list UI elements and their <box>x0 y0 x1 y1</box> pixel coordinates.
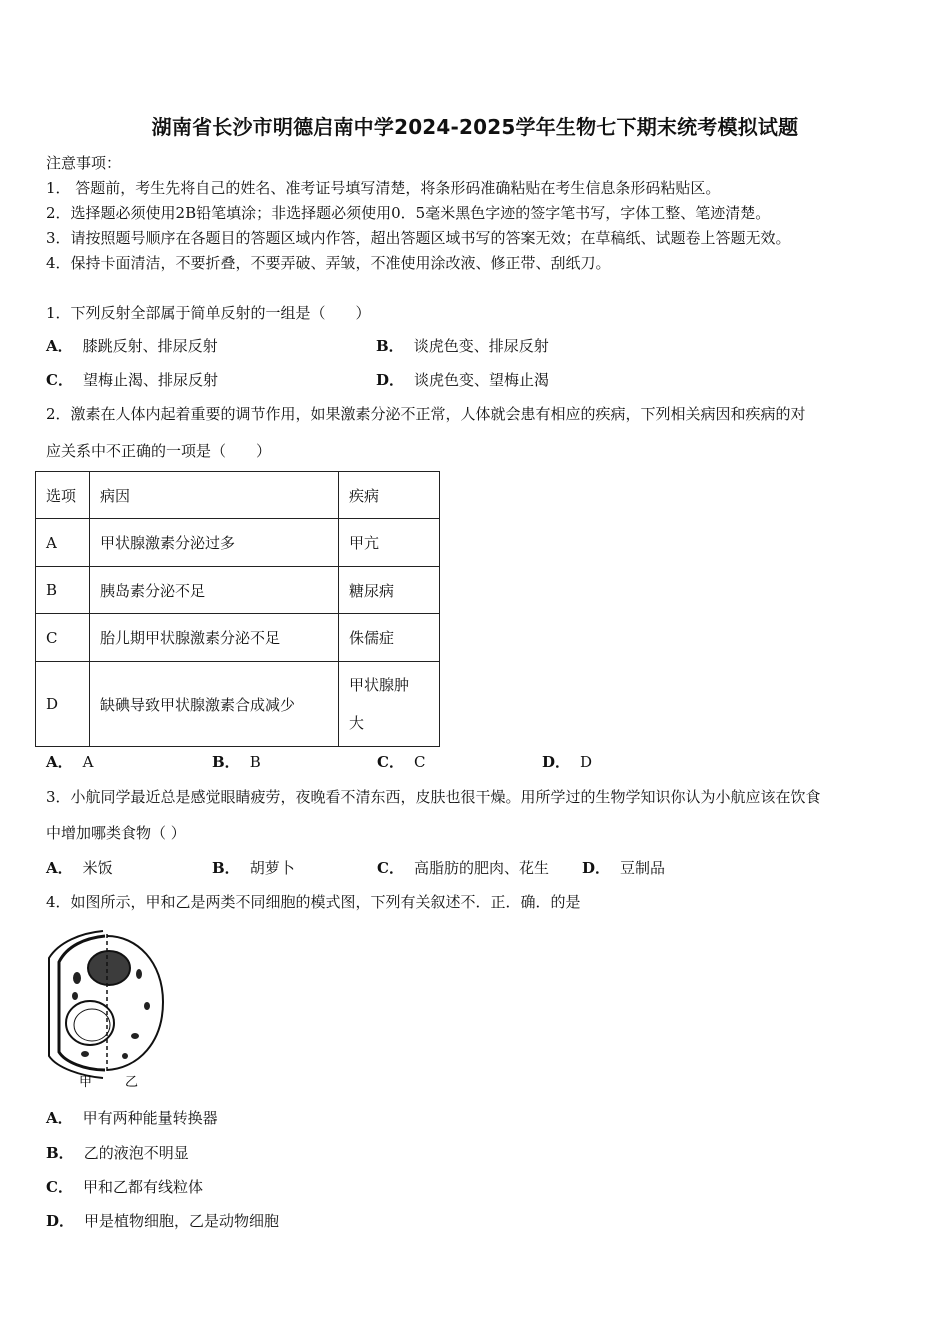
option-text: A <box>82 753 94 771</box>
table-cell: 胎儿期甲状腺激素分泌不足 <box>90 614 339 662</box>
option-label: B． <box>212 859 240 877</box>
option-label: A． <box>46 753 73 771</box>
table-cell-line: 大 <box>349 714 365 732</box>
figure-label-yi: 乙 <box>125 1075 139 1090</box>
q4-stem: 4．如图所示，甲和乙是两类不同细胞的模式图，下列有关叙述不．正．确．的是 <box>46 893 581 911</box>
table-header-cell: 选项 <box>36 472 90 519</box>
option-text: B <box>249 753 261 771</box>
q1-option-d[interactable] <box>376 369 549 390</box>
table-cell: 糖尿病 <box>339 567 440 614</box>
notice-item: 3．请按照题号顺序在各题目的答题区域内作答，超出答题区域书写的答案无效；在草稿纸、试题卷上答题无效。 <box>46 229 791 247</box>
table-cell: 甲状腺激素分泌过多 <box>90 519 339 567</box>
q1-stem: 1．下列反射全部属于简单反射的一组是（ ） <box>46 304 371 322</box>
option-text: C <box>413 753 426 771</box>
table-cell: D <box>36 662 90 747</box>
q3-stem-cont: 中增加哪类食物（ ） <box>46 824 186 842</box>
notice-item: 4．保持卡面清洁，不要折叠，不要弄破、弄皱，不准使用涂改液、修正带、刮纸刀。 <box>46 254 611 272</box>
table-cell: 缺碘导致甲状腺激素合成减少 <box>90 662 339 747</box>
q2-option-a[interactable] <box>46 751 93 772</box>
table-cell: B <box>36 567 90 614</box>
chloroplast <box>72 992 78 1000</box>
q3-option-c[interactable] <box>377 857 549 878</box>
page-title: 湖南省长沙市明德启南中学2024-2025学年生物七下期末统考模拟试题 <box>151 115 799 139</box>
table-row <box>36 662 440 747</box>
option-label: B． <box>212 753 240 771</box>
option-text: 甲是植物细胞，乙是动物细胞 <box>84 1212 280 1230</box>
option-label: B． <box>46 1144 74 1162</box>
notice-item: 1． 答题前，考生先将自己的姓名、准考证号填写清楚，将条形码准确粘贴在考生信息条形码粘贴区。 <box>46 179 721 197</box>
option-label: D． <box>582 859 611 877</box>
table-cell: 侏儒症 <box>339 614 440 662</box>
q2-option-d[interactable] <box>542 751 592 772</box>
option-label: C． <box>377 859 404 877</box>
table-cell: 甲亢 <box>339 519 440 567</box>
option-text: 望梅止渴、排尿反射 <box>82 371 218 389</box>
q2-table <box>35 471 440 747</box>
option-label: D． <box>376 371 405 389</box>
option-label: C． <box>377 753 404 771</box>
q3-option-a[interactable] <box>46 857 113 878</box>
cell-diagram <box>45 928 169 1090</box>
option-label: D． <box>542 753 571 771</box>
option-text: D <box>580 753 593 771</box>
table-cell <box>339 662 440 747</box>
figure-label-jia: 甲 <box>79 1075 93 1090</box>
q4-option-a[interactable] <box>46 1107 218 1128</box>
mitochondrion <box>144 1002 150 1010</box>
table-cell: 胰岛素分泌不足 <box>90 567 339 614</box>
chloroplast <box>73 972 81 984</box>
option-label: C． <box>46 371 73 389</box>
table-header-cell: 疾病 <box>339 472 440 519</box>
q1-option-b[interactable] <box>376 335 549 356</box>
q1-option-c[interactable] <box>46 369 218 390</box>
option-label: A． <box>46 337 73 355</box>
option-text: 胡萝卜 <box>249 859 295 877</box>
option-text: 膝跳反射、排尿反射 <box>82 337 218 355</box>
table-header-row <box>36 472 440 519</box>
option-text: 米饭 <box>82 859 113 877</box>
q2-stem-cont: 应关系中不正确的一项是（ ） <box>46 442 272 460</box>
option-text: 乙的液泡不明显 <box>83 1144 189 1162</box>
q2-option-b[interactable] <box>212 751 261 772</box>
option-text: 谈虎色变、望梅止渴 <box>414 371 550 389</box>
table-header-cell: 病因 <box>90 472 339 519</box>
q3-stem: 3．小航同学最近总是感觉眼睛疲劳，夜晚看不清东西，皮肤也很干燥。用所学过的生物学知识你认为小航应该在饮食 <box>46 788 821 806</box>
table-row <box>36 614 440 662</box>
q4-option-d[interactable] <box>46 1210 279 1231</box>
table-row <box>36 567 440 614</box>
q4-option-c[interactable] <box>46 1176 203 1197</box>
chloroplast <box>81 1051 89 1057</box>
table-cell: C <box>36 614 90 662</box>
option-label: A． <box>46 859 73 877</box>
option-label: B． <box>376 337 404 355</box>
q3-option-b[interactable] <box>212 857 295 878</box>
table-cell-line: 甲状腺肿 <box>349 676 410 694</box>
notice-item: 2．选择题必须使用2B铅笔填涂；非选择题必须使用0．5毫米黑色字迹的签字笔书写，字体工整、笔迹清楚。 <box>46 204 771 222</box>
q1-option-a[interactable] <box>46 335 218 356</box>
option-label: D． <box>46 1212 75 1230</box>
notice-heading: 注意事项： <box>46 154 122 172</box>
table-cell: A <box>36 519 90 567</box>
mitochondrion <box>122 1053 128 1059</box>
q2-stem: 2．激素在人体内起着重要的调节作用，如果激素分泌不正常，人体就会患有相应的疾病，下列相关病因和疾病的对 <box>46 405 806 423</box>
q4-option-b[interactable] <box>46 1142 189 1163</box>
mitochondrion <box>131 1033 139 1039</box>
option-text: 甲有两种能量转换器 <box>82 1109 218 1127</box>
option-label: C． <box>46 1178 73 1196</box>
option-text: 甲和乙都有线粒体 <box>82 1178 203 1196</box>
q2-option-c[interactable] <box>377 751 425 772</box>
nucleus <box>88 951 130 985</box>
q3-option-d[interactable] <box>582 857 665 878</box>
mitochondrion <box>136 969 142 979</box>
option-label: A． <box>46 1109 73 1127</box>
option-text: 豆制品 <box>620 859 666 877</box>
option-text: 高脂肪的肥肉、花生 <box>413 859 549 877</box>
option-text: 谈虎色变、排尿反射 <box>413 337 549 355</box>
table-row <box>36 519 440 567</box>
